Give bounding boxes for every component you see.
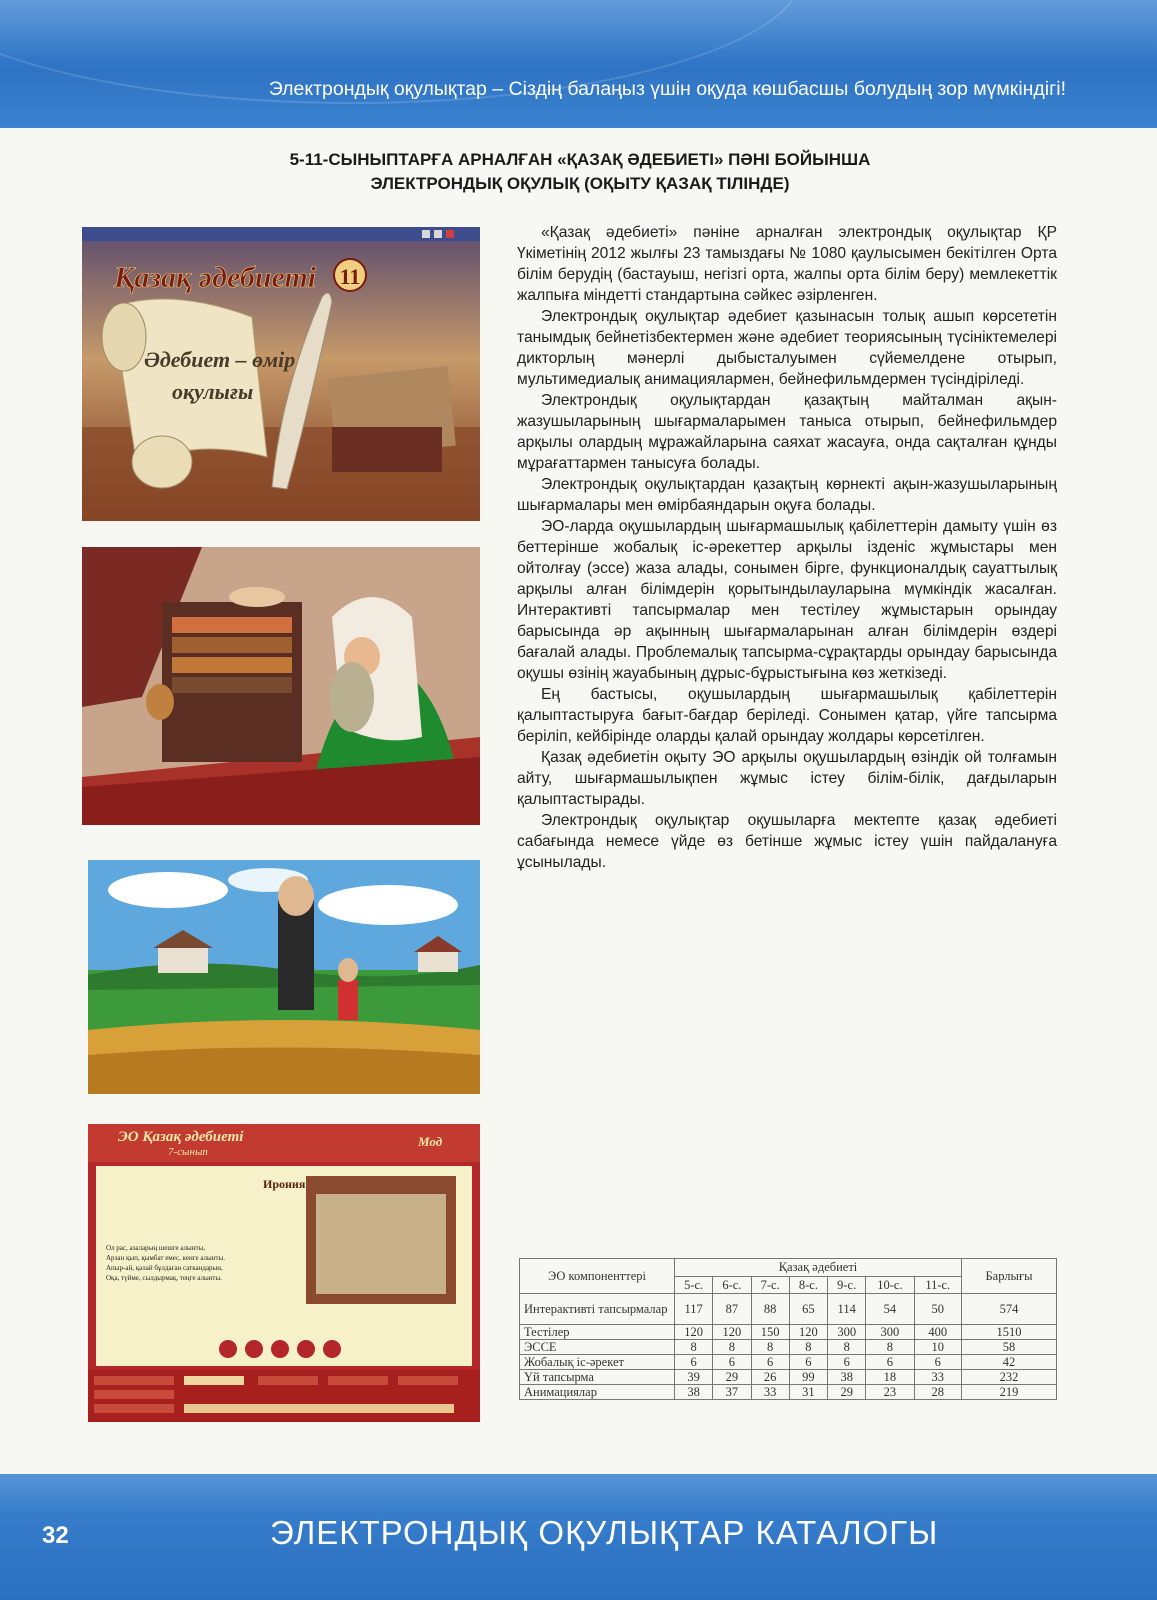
- cell: 29: [828, 1385, 866, 1400]
- cell: 300: [828, 1325, 866, 1340]
- cell: 54: [866, 1294, 914, 1325]
- svg-text:оқулығы: оқулығы: [172, 379, 254, 404]
- page-number: 32: [42, 1522, 69, 1549]
- header-subject: Қазақ әдебиеті: [675, 1259, 962, 1277]
- paragraph: Электрондық оқулықтар әдебиет қазынасын толық ашып көрсететін танымдық бейнетізбектермен және әдебиет теориясының түсініктемелері дикторлың мәнерлі дыбысталуымен сүйемелдене отырып, мультимедиалық анимациялармен, бейнефильмдермен түсіндіріледі.: [517, 308, 1057, 388]
- cell: 150: [751, 1325, 789, 1340]
- table-row: [520, 1325, 1057, 1340]
- cell: 8: [789, 1340, 827, 1355]
- cell: 99: [789, 1370, 827, 1385]
- cell: 26: [751, 1370, 789, 1385]
- cell: 6: [713, 1355, 751, 1370]
- cell: 31: [789, 1385, 827, 1400]
- cell-total: 219: [962, 1385, 1057, 1400]
- svg-text:Ирония: Ирония: [263, 1177, 306, 1191]
- description-text: [517, 222, 1057, 873]
- cell: 117: [675, 1294, 713, 1325]
- cell: 10: [914, 1340, 961, 1355]
- header-slogan: Электрондық оқулықтар – Сіздің балаңыз үшін оқуда көшбасшы болудың зор мүмкіндігі!: [268, 78, 1066, 100]
- components-table-wrapper: [519, 1258, 1057, 1400]
- textbook-cover-image: [82, 227, 480, 521]
- cell: 88: [751, 1294, 789, 1325]
- cover-illustration: [82, 227, 480, 521]
- paragraph: «Қазақ әдебиеті» пәніне арналған электрондық оқулықтар ҚР Үкіметінің 2012 жылғы 23 тамыздағы № 1080 қаулысымен бекітілген Орта білім берудің (бастауыш, негізгі орта, жалпы орта білім беру) мемлекеттік жалпыға міндетті стандартына сәйкес әзірленген.: [517, 224, 1057, 304]
- svg-text:Оқа, түйме, сылдырмақ, теңге а: Оқа, түйме, сылдырмақ, теңге алынты.: [106, 1274, 222, 1282]
- paragraph: Электрондық оқулықтар оқушыларға мектепте қазақ әдебиеті сабағында немесе үйде өз бетінше жұмыс істеу үшін пайдалануға ұсынылады.: [517, 812, 1057, 871]
- footer-gloss: [0, 1474, 1157, 1514]
- title-line-1: 5-11-СЫНЫПТАРҒА АРНАЛҒАН «ҚАЗАҚ ӘДЕБИЕТІ» ПӘНІ БОЙЫНША: [289, 150, 871, 169]
- table-row: [520, 1294, 1057, 1325]
- ebook-screen-illustration: [88, 1124, 480, 1422]
- row-label: Жобалық іс-әрекет: [520, 1355, 675, 1370]
- svg-text:Әдебиет – өмір: Әдебиет – өмір: [144, 347, 296, 372]
- svg-text:7-сынып: 7-сынып: [168, 1146, 208, 1158]
- cell: 6: [866, 1355, 914, 1370]
- row-label: ЭССЕ: [520, 1340, 675, 1355]
- cell: 120: [675, 1325, 713, 1340]
- cell: 6: [828, 1355, 866, 1370]
- cell: 300: [866, 1325, 914, 1340]
- catalog-title: ЭЛЕКТРОНДЫҚ ОҚУЛЫҚТАР КАТАЛОГЫ: [270, 1514, 939, 1551]
- cell: 39: [675, 1370, 713, 1385]
- header-band: [0, 0, 1157, 128]
- field-illustration: [88, 860, 480, 1094]
- title-line-2: ЭЛЕКТРОНДЫҚ ОҚУЛЫҚ (ОҚЫТУ ҚАЗАҚ ТІЛІНДЕ): [370, 174, 790, 193]
- cell: 6: [789, 1355, 827, 1370]
- cell: 38: [675, 1385, 713, 1400]
- cell: 114: [828, 1294, 866, 1325]
- row-label: Анимациялар: [520, 1385, 675, 1400]
- cell: 120: [713, 1325, 751, 1340]
- grade-header: 9-с.: [828, 1276, 866, 1294]
- yurt-illustration: [82, 547, 480, 825]
- grade-header: 8-с.: [789, 1276, 827, 1294]
- grade-header: 7-с.: [751, 1276, 789, 1294]
- cell: 37: [713, 1385, 751, 1400]
- grade-header: 5-с.: [675, 1276, 713, 1294]
- svg-text:Арзан қып, қымбат емес, кенге: Арзан қып, қымбат емес, кенге алынты.: [106, 1254, 225, 1262]
- cell: 120: [789, 1325, 827, 1340]
- row-label: Үй тапсырма: [520, 1370, 675, 1385]
- cell: 33: [914, 1370, 961, 1385]
- cell: 38: [828, 1370, 866, 1385]
- svg-text:11: 11: [339, 264, 361, 289]
- paragraph: Ең бастысы, оқушылардың шығармашылық қабілеттерін қалыптастыруға бағыт-бағдар беріледі. Сонымен қатар, үйге тапсырма беріліп, кейбірінде оларды қалай орындау жолдары көрсетілген.: [517, 686, 1057, 745]
- cell-total: 232: [962, 1370, 1057, 1385]
- grade-header: 10-с.: [866, 1276, 914, 1294]
- cell: 33: [751, 1385, 789, 1400]
- row-label: Тестілер: [520, 1325, 675, 1340]
- cell: 8: [866, 1340, 914, 1355]
- document-title: [120, 148, 1040, 196]
- cell: 18: [866, 1370, 914, 1385]
- field-scene-image: [88, 860, 480, 1094]
- cell: 400: [914, 1325, 961, 1340]
- cell: 8: [751, 1340, 789, 1355]
- cell-total: 58: [962, 1340, 1057, 1355]
- svg-text:Апыр-ай, қалай бұлдаған саткан: Апыр-ай, қалай бұлдаған саткандарын,: [106, 1264, 223, 1272]
- table-row: [520, 1385, 1057, 1400]
- svg-text:Ол рас, азаларың шешге алынты,: Ол рас, азаларың шешге алынты,: [106, 1244, 205, 1252]
- yurt-scene-image: [82, 547, 480, 825]
- header-components: ЭО компоненттері: [520, 1259, 675, 1294]
- table-row: [520, 1355, 1057, 1370]
- components-table: [519, 1258, 1057, 1400]
- cell: 29: [713, 1370, 751, 1385]
- paragraph: Электрондық оқулықтардан қазақтың майталман ақын-жазушыларының шығармаларымен таныса отырып, бейнефильмдер арқылы олардың мұражайларына саяхат жасауға, онда сақталған құнды мұрағаттармен танысуға болады.: [517, 392, 1057, 472]
- paragraph: Электрондық оқулықтардан қазақтың көрнекті ақын-жазушыларының шығармалары мен өмірбаяндарын оқуға болады.: [517, 476, 1057, 514]
- table-row: [520, 1340, 1057, 1355]
- cell: 8: [828, 1340, 866, 1355]
- cell: 6: [751, 1355, 789, 1370]
- cell: 6: [914, 1355, 961, 1370]
- cell: 6: [675, 1355, 713, 1370]
- svg-text:Мод: Мод: [418, 1134, 443, 1149]
- cell-total: 42: [962, 1355, 1057, 1370]
- cell: 50: [914, 1294, 961, 1325]
- grade-header: 11-с.: [914, 1276, 961, 1294]
- cell: 8: [713, 1340, 751, 1355]
- cell: 28: [914, 1385, 961, 1400]
- svg-text:Қазақ әдебиеті: Қазақ әдебиеті: [114, 261, 317, 294]
- svg-text:ЭО Қазақ әдебиеті: ЭО Қазақ әдебиеті: [118, 1129, 244, 1145]
- cell: 23: [866, 1385, 914, 1400]
- cell: 87: [713, 1294, 751, 1325]
- cell: 8: [675, 1340, 713, 1355]
- header-total: Барлығы: [962, 1259, 1057, 1294]
- row-label: Интерактивті тапсырмалар: [520, 1294, 675, 1325]
- paragraph: Қазақ әдебиетін оқыту ЭО арқылы оқушылардың өзіндік ой толғамын айту, шығармашылықпен жұмыс істеу білім-білік, дағдыларын қалыптастырады.: [517, 749, 1057, 808]
- grade-header: 6-с.: [713, 1276, 751, 1294]
- paragraph: ЭО-ларда оқушылардың шығармашылық қабілеттерін дамыту үшін өз беттерінше жобалық іс-әрекеттер арқылы ізденіс жұмыстары мен ойтолғау (эссе) жаза алады, сонымен бірге, функционалдық сауаттылық арқылы алған білімдерін қорытындылауларына мүмкіндік жасалған. Интерактивті тапсырмалар мен тестілеу жұмыстарын орындау барысында әр ақынның шығармаларынан алған білімдерін өздері бағалай алады. Проблемалық тапсырма-сұрақтарды орындау барысында оқушы өзінің жауабының дұрыс-бұрыстығына көз жеткізеді.: [517, 518, 1057, 682]
- cell-total: 1510: [962, 1325, 1057, 1340]
- cell: 65: [789, 1294, 827, 1325]
- ebook-screen-image: [88, 1124, 480, 1422]
- table-row: [520, 1370, 1057, 1385]
- cell-total: 574: [962, 1294, 1057, 1325]
